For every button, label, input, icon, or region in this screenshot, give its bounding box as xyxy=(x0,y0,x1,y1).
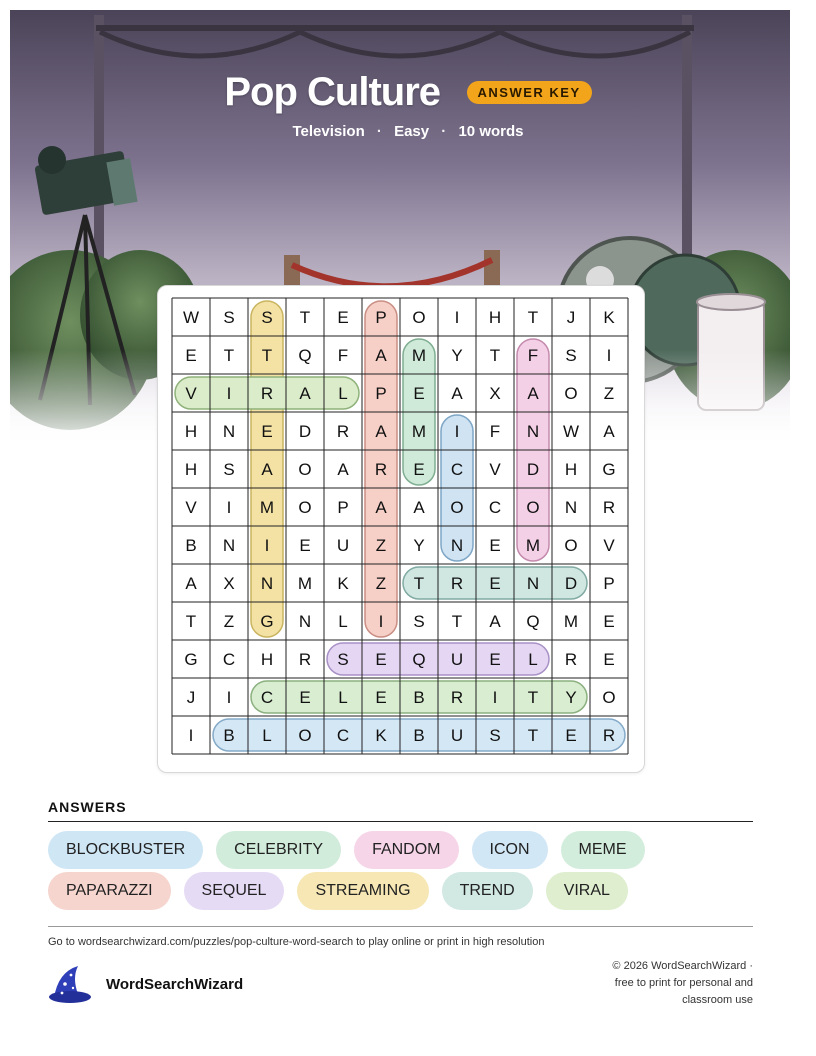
grid-letter: H xyxy=(488,308,502,327)
grid-letter: L xyxy=(528,650,538,669)
grid-letter: B xyxy=(185,536,197,555)
grid-letter: N xyxy=(526,574,540,593)
grid-letter: I xyxy=(454,308,460,327)
grid-letter: I xyxy=(378,612,384,631)
grid-letter: T xyxy=(527,726,539,745)
grid-letter: Q xyxy=(412,650,426,669)
grid-letter: O xyxy=(412,308,426,327)
grid-letter: O xyxy=(526,498,540,517)
grid-letter: I xyxy=(454,422,460,441)
grid-letter: B xyxy=(223,726,235,745)
grid-letter: V xyxy=(185,384,197,403)
grid-letter: E xyxy=(337,308,349,327)
answer-chip-celebrity: CELEBRITY xyxy=(216,831,341,869)
grid-letter: L xyxy=(338,688,348,707)
grid-letter: O xyxy=(450,498,464,517)
grid-letter: G xyxy=(184,650,198,669)
grid-letter: S xyxy=(413,612,425,631)
grid-letter: Z xyxy=(375,536,387,555)
grid-letter: N xyxy=(260,574,274,593)
answer-chip-paparazzi: PAPARAZZI xyxy=(48,872,171,910)
answer-key-badge: ANSWER KEY xyxy=(467,81,592,104)
grid-letter: Q xyxy=(526,612,540,631)
copyright-line: classroom use xyxy=(682,994,753,1006)
grid-letter: A xyxy=(375,498,387,517)
grid-letter: A xyxy=(489,612,501,631)
divider xyxy=(48,821,753,822)
grid-letter: H xyxy=(184,422,198,441)
grid-letter: I xyxy=(606,346,612,365)
grid-letter: L xyxy=(338,384,348,403)
grid-letter: T xyxy=(451,612,463,631)
grid-letter: U xyxy=(450,726,464,745)
grid-letter: R xyxy=(298,650,312,669)
grid-letter: E xyxy=(603,612,615,631)
grid-letter: A xyxy=(603,422,615,441)
answers-heading: ANSWERS xyxy=(48,799,127,815)
grid-letter: S xyxy=(489,726,501,745)
grid-letter: Y xyxy=(451,346,463,365)
grid-letter: I xyxy=(226,688,232,707)
grid-letter: E xyxy=(603,650,615,669)
grid-letter: T xyxy=(413,574,425,593)
grid-letter: N xyxy=(564,498,578,517)
grid-letter: D xyxy=(564,574,578,593)
grid-letter: E xyxy=(413,384,425,403)
grid-letter: M xyxy=(297,574,313,593)
grid-letter: E xyxy=(375,650,387,669)
grid-letter: A xyxy=(299,384,311,403)
grid-letter: K xyxy=(337,574,349,593)
grid-letter: E xyxy=(375,688,387,707)
category-label: Television xyxy=(292,123,365,140)
grid-letter: Z xyxy=(375,574,387,593)
grid-letter: T xyxy=(527,308,539,327)
brand-name: WordSearchWizard xyxy=(106,975,244,993)
grid-letter: A xyxy=(451,384,463,403)
grid-letter: E xyxy=(413,460,425,479)
grid-letter: R xyxy=(260,384,274,403)
answer-row xyxy=(48,872,768,910)
grid-letter: M xyxy=(563,612,579,631)
grid-letter: I xyxy=(492,688,498,707)
grid-letter: A xyxy=(375,346,387,365)
grid-letter: P xyxy=(375,384,387,403)
grid-letter: H xyxy=(564,460,578,479)
answer-chip-streaming: STREAMING xyxy=(297,872,428,910)
copyright-line: free to print for personal and xyxy=(614,977,753,989)
answer-chip-viral: VIRAL xyxy=(546,872,628,910)
grid-letter: E xyxy=(299,536,311,555)
grid-letter: R xyxy=(450,688,464,707)
grid-letter: N xyxy=(298,612,312,631)
grid-letter: O xyxy=(564,384,578,403)
grid-letter: S xyxy=(223,460,235,479)
grid-letter: O xyxy=(298,498,312,517)
grid-letter: K xyxy=(375,726,387,745)
grid-letter: T xyxy=(527,688,539,707)
grid-letter: H xyxy=(184,460,198,479)
grid-letter: R xyxy=(602,498,616,517)
brand[interactable] xyxy=(48,962,243,1006)
grid-letter: O xyxy=(602,688,616,707)
grid-letter: Q xyxy=(298,346,312,365)
grid-letter: S xyxy=(337,650,349,669)
grid-letter: T xyxy=(261,346,273,365)
title-row xyxy=(0,70,816,115)
grid-letter: G xyxy=(602,460,616,479)
grid-letter: T xyxy=(299,308,311,327)
grid-letter: O xyxy=(564,536,578,555)
grid-letter: M xyxy=(411,422,427,441)
grid-letter: B xyxy=(413,688,425,707)
grid-letter: C xyxy=(336,726,350,745)
answer-chip-blockbuster: BLOCKBUSTER xyxy=(48,831,203,869)
grid-letter: T xyxy=(223,346,235,365)
answer-chip-sequel: SEQUEL xyxy=(184,872,285,910)
grid-letter: P xyxy=(375,308,387,327)
grid-letter: J xyxy=(186,688,196,707)
grid-letter: R xyxy=(450,574,464,593)
grid-letter: J xyxy=(566,308,576,327)
grid-letter: T xyxy=(185,612,197,631)
grid-letter: I xyxy=(264,536,270,555)
grid-letter: X xyxy=(489,384,501,403)
grid-letter: I xyxy=(226,498,232,517)
grid-letter: G xyxy=(260,612,274,631)
copyright-line: © 2026 WordSearchWizard · xyxy=(612,960,753,972)
grid-letter: N xyxy=(450,536,464,555)
grid-letter: U xyxy=(450,650,464,669)
puzzle-title: Pop Culture xyxy=(224,70,441,114)
grid-letter: A xyxy=(375,422,387,441)
grid-letter: K xyxy=(603,308,615,327)
grid-letter: C xyxy=(260,688,274,707)
grid-letter: N xyxy=(222,422,236,441)
grid-letter: F xyxy=(337,346,349,365)
grid-letter: O xyxy=(298,726,312,745)
grid-letter: O xyxy=(298,460,312,479)
grid-letter: C xyxy=(488,498,502,517)
grid-letter: Y xyxy=(565,688,577,707)
grid-letter: W xyxy=(562,422,580,441)
grid-letter: E xyxy=(261,422,273,441)
separator: · xyxy=(441,123,447,140)
answer-row xyxy=(48,831,768,869)
grid-letter: A xyxy=(413,498,425,517)
grid-letter: P xyxy=(337,498,349,517)
grid-letter: C xyxy=(222,650,236,669)
grid-letter: S xyxy=(565,346,577,365)
answer-list xyxy=(48,831,768,913)
grid-letter: B xyxy=(413,726,425,745)
grid-letter: E xyxy=(489,574,501,593)
wizard-hat-icon xyxy=(48,964,94,1004)
grid-letter: F xyxy=(489,422,501,441)
grid-letter: C xyxy=(450,460,464,479)
grid-letter: F xyxy=(527,346,539,365)
grid-letter: I xyxy=(188,726,194,745)
grid-letter: U xyxy=(336,536,350,555)
footer-url-text: Go to wordsearchwizard.com/puzzles/pop-culture-word-search to play online or print in high resolution xyxy=(48,936,545,948)
grid-letter: H xyxy=(260,650,274,669)
grid-letter: X xyxy=(223,574,235,593)
grid-letter: E xyxy=(185,346,197,365)
grid-letter: D xyxy=(526,460,540,479)
answer-chip-fandom: FANDOM xyxy=(354,831,458,869)
grid-letter: Z xyxy=(223,612,235,631)
grid-letter: R xyxy=(602,726,616,745)
grid-letter: L xyxy=(262,726,272,745)
grid-letter: E xyxy=(489,650,501,669)
answer-chip-trend: TREND xyxy=(442,872,533,910)
grid-letter: E xyxy=(299,688,311,707)
grid-letter: I xyxy=(226,384,232,403)
grid-letter: P xyxy=(603,574,615,593)
grid-letter: V xyxy=(185,498,197,517)
word-search-grid xyxy=(172,298,629,755)
copyright-notice xyxy=(573,958,753,1009)
grid-letter: R xyxy=(336,422,350,441)
answer-chip-icon: ICON xyxy=(472,831,548,869)
grid-letter: N xyxy=(222,536,236,555)
grid-letter: R xyxy=(564,650,578,669)
grid-letter: A xyxy=(527,384,539,403)
puzzle-meta xyxy=(0,123,816,140)
grid-letter: A xyxy=(261,460,273,479)
grid-letter: E xyxy=(489,536,501,555)
divider xyxy=(48,926,753,927)
grid-letter: V xyxy=(489,460,501,479)
grid-letter: E xyxy=(565,726,577,745)
grid-letter: L xyxy=(338,612,348,631)
grid-letter: S xyxy=(261,308,273,327)
grid-letter: N xyxy=(526,422,540,441)
grid-letter: M xyxy=(259,498,275,517)
difficulty-label: Easy xyxy=(394,123,430,140)
grid-letter: M xyxy=(411,346,427,365)
word-count-label: 10 words xyxy=(458,123,524,140)
grid-letter: V xyxy=(603,536,615,555)
grid-letter: W xyxy=(182,308,200,327)
grid-letter: A xyxy=(337,460,349,479)
grid-letter: S xyxy=(223,308,235,327)
grid-letter: A xyxy=(185,574,197,593)
grid-letter: R xyxy=(374,460,388,479)
separator: · xyxy=(376,123,382,140)
grid-letter: T xyxy=(489,346,501,365)
grid-letter: D xyxy=(298,422,312,441)
grid-letter: Z xyxy=(603,384,615,403)
grid-letter: Y xyxy=(413,536,425,555)
grid-letter: M xyxy=(525,536,541,555)
answer-chip-meme: MEME xyxy=(561,831,645,869)
